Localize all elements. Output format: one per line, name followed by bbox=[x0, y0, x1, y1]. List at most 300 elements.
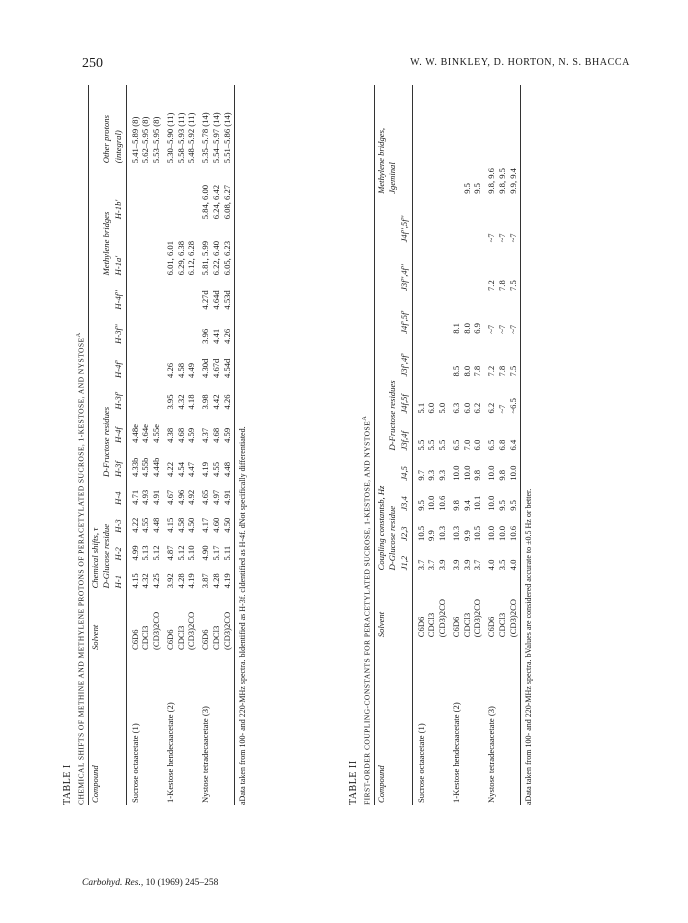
value-cell: 4.44b bbox=[151, 457, 162, 478]
value-cell: 4.93 bbox=[140, 489, 151, 505]
t1-col-header: H-4f'' bbox=[112, 277, 126, 311]
value-cell: 4.19 bbox=[222, 563, 235, 591]
t1-col-header: H-4f' bbox=[112, 346, 126, 380]
value-cell bbox=[472, 196, 483, 245]
value-cell: 6.24, 6.42 bbox=[210, 184, 221, 220]
solvent-cell: C6D6 bbox=[415, 616, 426, 638]
t1-header-fructose: D-Fructose residues bbox=[101, 406, 112, 478]
t2-col-header: J3f',4f' bbox=[398, 336, 412, 379]
value-cell: ~7 bbox=[496, 404, 507, 414]
solvent-cell: (CD3)2CO bbox=[472, 598, 483, 638]
value-cell bbox=[140, 277, 151, 311]
value-cell: 4.50 bbox=[186, 517, 197, 533]
value-cell: 6.05, 6.23 bbox=[222, 221, 235, 277]
value-cell: 3.96 bbox=[200, 328, 211, 344]
value-cell: 5.17 bbox=[210, 545, 221, 561]
value-cell: 6.8 bbox=[496, 439, 507, 451]
value-cell bbox=[437, 336, 448, 379]
value-cell: 7.5 bbox=[508, 244, 521, 293]
table-row bbox=[412, 85, 426, 805]
value-cell: 4.28 bbox=[210, 573, 221, 589]
value-cell: 4.37 bbox=[200, 427, 211, 443]
value-cell bbox=[426, 293, 437, 336]
value-cell: 5.5 bbox=[426, 439, 437, 451]
value-cell bbox=[151, 165, 162, 221]
value-cell: 4.54 bbox=[175, 461, 186, 478]
value-cell bbox=[140, 312, 151, 346]
t1-header-integral: (integral) bbox=[112, 85, 126, 165]
value-cell: 4.96 bbox=[175, 489, 186, 505]
table-1-grid bbox=[89, 85, 236, 805]
value-cell: 4.47 bbox=[186, 461, 197, 478]
value-cell: 4.25 bbox=[151, 573, 162, 589]
table-2-label: TABLE II bbox=[348, 760, 359, 805]
value-cell: 3.7 bbox=[426, 559, 437, 571]
table-1-footnote: aData taken from 100- and 220-MHz spectra. bIdentified as H-3f. cIdentified as H-4f. dNot specifically differentiated. bbox=[238, 426, 248, 805]
t2-header-compound: Compound bbox=[375, 765, 386, 803]
value-cell bbox=[162, 165, 176, 221]
value-cell: 4.67 bbox=[164, 489, 175, 505]
value-cell bbox=[151, 221, 162, 277]
value-cell: 4.27d bbox=[200, 290, 211, 310]
value-cell bbox=[140, 221, 151, 277]
value-cell: 9.7 bbox=[415, 469, 426, 481]
value-cell: 4.60 bbox=[210, 517, 221, 533]
compound-cell: 1-Kestose hendecaacetate (2) bbox=[450, 702, 461, 803]
value-cell: 4.91 bbox=[222, 479, 235, 507]
t1-col-header: H-1b' bbox=[112, 165, 126, 221]
value-cell: 4.50 bbox=[222, 507, 235, 535]
value-cell bbox=[412, 244, 426, 293]
value-cell bbox=[426, 196, 437, 245]
value-cell bbox=[426, 244, 437, 293]
value-cell: 5.48–5.92 (11) bbox=[186, 112, 197, 164]
value-cell bbox=[151, 380, 162, 412]
value-cell: 6.5 bbox=[486, 439, 497, 451]
value-cell bbox=[426, 85, 437, 196]
t1-header-other: Other protons bbox=[101, 115, 112, 164]
compound-cell bbox=[437, 639, 448, 805]
value-cell: 5.12 bbox=[175, 545, 186, 561]
value-cell bbox=[412, 85, 426, 196]
value-cell: 6.2 bbox=[472, 402, 483, 414]
value-cell bbox=[140, 165, 151, 221]
t1-col-header: H-3f' bbox=[112, 380, 126, 412]
t1-col-header: H-1a' bbox=[112, 221, 126, 277]
value-cell bbox=[162, 312, 176, 346]
value-cell: 10.0 bbox=[450, 465, 461, 481]
value-cell: 6.5 bbox=[450, 439, 461, 451]
table-row bbox=[483, 85, 497, 805]
value-cell: 10.0 bbox=[486, 465, 497, 481]
value-cell: 6.29, 6.38 bbox=[175, 241, 186, 276]
compound-cell: 1-Kestose hendecaacetate (2) bbox=[164, 702, 175, 803]
value-cell: 9.5 bbox=[508, 483, 521, 513]
value-cell: 5.35–5.78 (14) bbox=[200, 112, 211, 164]
value-cell: 3.95 bbox=[164, 394, 175, 410]
table-row bbox=[211, 85, 222, 805]
value-cell: 9.8, 9.6 bbox=[486, 168, 497, 194]
t2-col-header: J3,4 bbox=[398, 483, 412, 513]
compound-cell bbox=[497, 639, 508, 805]
value-cell: 7.2 bbox=[486, 365, 497, 377]
value-cell: 7.8 bbox=[496, 280, 507, 291]
compound-cell bbox=[462, 639, 473, 805]
compound-cell bbox=[140, 652, 151, 805]
value-cell bbox=[186, 277, 197, 311]
running-head: W. W. BINKLEY, D. HORTON, N. S. BHACCA bbox=[410, 57, 630, 68]
value-cell bbox=[176, 165, 187, 221]
value-cell: 8.5 bbox=[450, 365, 461, 377]
table-row bbox=[472, 85, 483, 805]
value-cell bbox=[448, 85, 462, 196]
value-cell: 5.54–5.97 (14) bbox=[210, 112, 221, 164]
value-cell: 6.12, 6.28 bbox=[186, 241, 197, 276]
table-1 bbox=[62, 85, 248, 805]
value-cell: 5.30–5.90 (11) bbox=[164, 112, 175, 164]
compound-cell bbox=[186, 652, 197, 805]
t2-col-header: J4f',5f' bbox=[398, 293, 412, 336]
value-cell: 4.26 bbox=[222, 380, 235, 412]
value-cell: 5.81, 5.99 bbox=[200, 241, 211, 276]
value-cell: 4.64e bbox=[140, 424, 151, 443]
value-cell: 5.58–5.93 (11) bbox=[175, 112, 186, 164]
value-cell: 10.5 bbox=[472, 525, 483, 541]
value-cell: ~7 bbox=[508, 196, 521, 245]
value-cell bbox=[126, 277, 140, 311]
value-cell: 4.15 bbox=[129, 573, 140, 589]
value-cell: 10.3 bbox=[450, 525, 461, 541]
value-cell: 4.15 bbox=[164, 517, 175, 533]
value-cell bbox=[140, 380, 151, 412]
t2-header-methylene: Methylene bridges, bbox=[375, 127, 386, 194]
value-cell: 4.99 bbox=[129, 545, 140, 561]
value-cell: 8.1 bbox=[450, 323, 461, 334]
compound-cell bbox=[151, 652, 162, 805]
value-cell: 9.5 bbox=[415, 500, 426, 511]
compound-cell bbox=[472, 639, 483, 805]
solvent-cell: C6D6 bbox=[200, 629, 211, 651]
value-cell: 4.42 bbox=[210, 394, 221, 410]
table-2-grid bbox=[375, 85, 522, 805]
value-cell: 6.08, 6.27 bbox=[222, 165, 235, 221]
solvent-cell: C6D6 bbox=[486, 616, 497, 638]
table-row bbox=[437, 85, 448, 805]
value-cell: 4.97 bbox=[210, 489, 221, 505]
value-cell: 5.62–5.95 (8) bbox=[140, 116, 151, 164]
compound-cell bbox=[176, 652, 187, 805]
journal-reference: Carbohyd. Res., 10 (1969) 245–258 bbox=[82, 878, 219, 888]
t2-col-header: J2,3 bbox=[398, 513, 412, 543]
value-cell: 6.9 bbox=[472, 323, 483, 334]
value-cell: 9.8 bbox=[496, 469, 507, 481]
value-cell: 4.41 bbox=[210, 328, 221, 344]
value-cell: 5.5 bbox=[437, 439, 448, 451]
value-cell bbox=[151, 346, 162, 380]
t2-col-header: J4f,5f bbox=[398, 379, 412, 416]
t1-col-header: H-3f bbox=[112, 445, 126, 479]
value-cell: 4.0 bbox=[508, 543, 521, 572]
value-cell: 5.84, 6.00 bbox=[200, 184, 211, 220]
value-cell: 4.55e bbox=[151, 424, 162, 443]
t1-header-glucose: D-Glucose residue bbox=[101, 523, 112, 589]
solvent-cell: CDCl3 bbox=[461, 612, 472, 638]
value-cell: 5.1 bbox=[415, 402, 426, 414]
value-cell: 6.0 bbox=[426, 402, 437, 414]
table-row bbox=[162, 85, 176, 805]
value-cell bbox=[176, 277, 187, 311]
value-cell: 4.19 bbox=[200, 461, 211, 478]
table-row bbox=[176, 85, 187, 805]
value-cell bbox=[162, 277, 176, 311]
value-cell bbox=[126, 221, 140, 277]
value-cell: 4.68 bbox=[175, 427, 186, 443]
value-cell bbox=[437, 293, 448, 336]
solvent-cell: (CD3)2CO bbox=[222, 590, 235, 652]
table-2-caption: FIRST-ORDER COUPLING-CONSTANTS FOR PERACETYLATED SUCROSE, 1-KESTOSE, AND $NYSTOSE^A$ bbox=[360, 415, 372, 805]
value-cell: 9.5 bbox=[461, 183, 472, 194]
value-cell: 10.0 bbox=[461, 465, 472, 481]
value-cell: 6.2 bbox=[486, 402, 497, 414]
value-cell: 5.41–5.89 (8) bbox=[129, 116, 140, 164]
value-cell: 7.8 bbox=[472, 365, 483, 377]
t1-header-solvent: Solvent bbox=[89, 624, 100, 651]
value-cell: 3.9 bbox=[461, 559, 472, 571]
value-cell: 10.3 bbox=[437, 525, 448, 541]
solvent-cell: (CD3)2CO bbox=[186, 611, 197, 651]
table-1-label: TABLE I bbox=[62, 764, 73, 805]
value-cell bbox=[126, 312, 140, 346]
value-cell: 4.0 bbox=[486, 559, 497, 571]
solvent-cell: CDCl3 bbox=[140, 625, 151, 651]
value-cell: 8.0 bbox=[461, 323, 472, 334]
compound-cell bbox=[508, 639, 521, 805]
value-cell: 9.8 bbox=[450, 500, 461, 511]
value-cell: 4.90 bbox=[200, 545, 211, 561]
value-cell: 9.5 bbox=[472, 183, 483, 194]
value-cell: 4.91 bbox=[151, 489, 162, 505]
solvent-cell: CDCl3 bbox=[175, 625, 186, 651]
value-cell: 9.5 bbox=[496, 500, 507, 511]
value-cell: 3.7 bbox=[472, 559, 483, 571]
value-cell: 4.64d bbox=[210, 290, 221, 310]
value-cell: 4.32 bbox=[175, 394, 186, 410]
value-cell: 4.38 bbox=[164, 427, 175, 443]
value-cell: 5.51–5.86 (14) bbox=[222, 85, 235, 165]
value-cell bbox=[472, 244, 483, 293]
value-cell: 4.28 bbox=[175, 573, 186, 589]
value-cell: 10.0 bbox=[508, 452, 521, 482]
solvent-cell: C6D6 bbox=[129, 629, 140, 651]
value-cell: 5.13 bbox=[140, 545, 151, 561]
value-cell: 4.48e bbox=[129, 424, 140, 443]
value-cell: 9.4 bbox=[461, 500, 472, 511]
compound-cell bbox=[222, 652, 235, 805]
value-cell bbox=[462, 244, 473, 293]
value-cell bbox=[462, 196, 473, 245]
solvent-cell: (CD3)2CO bbox=[508, 572, 521, 639]
value-cell: 4.18 bbox=[186, 394, 197, 410]
value-cell: 10.5 bbox=[415, 525, 426, 541]
value-cell bbox=[448, 244, 462, 293]
t1-col-header: H-3f'' bbox=[112, 312, 126, 346]
t1-body bbox=[126, 85, 235, 805]
value-cell bbox=[186, 165, 197, 221]
value-cell: 6.22, 6.40 bbox=[210, 241, 221, 276]
t2-col-header: J1,2 bbox=[398, 543, 412, 572]
value-cell: 4.53d bbox=[222, 277, 235, 311]
t1-col-header: H-2 bbox=[112, 535, 126, 563]
t2-col-header: J3f,4f bbox=[398, 416, 412, 453]
value-cell bbox=[437, 85, 448, 196]
value-cell: 4.71 bbox=[129, 489, 140, 505]
t1-header-chemical-shifts: Chemical shifts, τ bbox=[89, 527, 100, 589]
value-cell: 6.0 bbox=[472, 439, 483, 451]
table-row bbox=[462, 85, 473, 805]
value-cell: ~7 bbox=[496, 233, 507, 243]
table-1-caption: CHEMICAL SHIFTS OF METHINE AND METHYLENE PROTONS OF PERACETYLATED SUCROSE, 1-KESTOSE, AND $NYSTOSE^A$ bbox=[74, 332, 86, 805]
value-cell: 3.5 bbox=[496, 559, 507, 571]
value-cell bbox=[176, 312, 187, 346]
t1-header-methylene: Methylene bridges bbox=[101, 211, 112, 276]
value-cell: 10.1 bbox=[472, 495, 483, 511]
value-cell: 4.26 bbox=[164, 362, 175, 378]
value-cell: 6.01, 6.01 bbox=[164, 241, 175, 276]
value-cell bbox=[140, 346, 151, 380]
value-cell: 4.22 bbox=[129, 517, 140, 533]
value-cell: 6.0 bbox=[461, 402, 472, 414]
t2-body bbox=[412, 85, 521, 805]
value-cell: 4.48 bbox=[151, 517, 162, 533]
t2-header-geminal: Jgeminal bbox=[387, 162, 398, 194]
solvent-cell: C6D6 bbox=[450, 616, 461, 638]
table-row bbox=[126, 85, 140, 805]
value-cell: ~6.5 bbox=[508, 379, 521, 416]
value-cell: 4.49 bbox=[186, 362, 197, 378]
solvent-cell: CDCl3 bbox=[210, 625, 221, 651]
value-cell: 4.55 bbox=[140, 517, 151, 533]
value-cell: 9.3 bbox=[437, 469, 448, 481]
value-cell: 4.26 bbox=[222, 312, 235, 346]
value-cell bbox=[151, 312, 162, 346]
value-cell: 9.9, 9.4 bbox=[508, 85, 521, 196]
table-row bbox=[448, 85, 462, 805]
value-cell: 3.92 bbox=[164, 573, 175, 589]
table-2-footnote: aData taken from 100- and 220-MHz spectra. bValues are considered accurate to ±0.5 Hz or better. bbox=[524, 488, 534, 805]
value-cell: 3.87 bbox=[200, 573, 211, 589]
value-cell: 9.8, 9.5 bbox=[496, 168, 507, 194]
value-cell: 3.7 bbox=[415, 559, 426, 571]
table-row bbox=[140, 85, 151, 805]
value-cell: ~7 bbox=[496, 324, 507, 334]
compound-cell: Nystose tetradecaacetate (3) bbox=[200, 706, 211, 803]
solvent-cell: CDCl3 bbox=[426, 612, 437, 638]
value-cell: 10.0 bbox=[486, 525, 497, 541]
value-cell: 4.55b bbox=[140, 457, 151, 478]
value-cell: 8.0 bbox=[461, 365, 472, 377]
table-row bbox=[497, 85, 508, 805]
value-cell: 3.98 bbox=[200, 394, 211, 410]
value-cell bbox=[437, 196, 448, 245]
value-cell: 4.17 bbox=[200, 517, 211, 533]
value-cell: 7.8 bbox=[496, 365, 507, 377]
value-cell bbox=[412, 293, 426, 336]
value-cell bbox=[126, 346, 140, 380]
t1-col-header: H-4f bbox=[112, 412, 126, 445]
value-cell: 4.59 bbox=[186, 427, 197, 443]
value-cell: 4.54d bbox=[222, 346, 235, 380]
compound-cell: Nystose tetradecaacetate (3) bbox=[486, 706, 497, 803]
t2-col-header: J4f'',5f'' bbox=[398, 196, 412, 245]
value-cell bbox=[412, 196, 426, 245]
value-cell: 4.19 bbox=[186, 573, 197, 589]
table-row bbox=[151, 85, 162, 805]
value-cell: 4.92 bbox=[186, 489, 197, 505]
value-cell: 10.0 bbox=[426, 495, 437, 511]
t1-col-header: H-4 bbox=[112, 479, 126, 507]
value-cell: 5.11 bbox=[222, 535, 235, 563]
compound-cell: Sucrose octaacetate (1) bbox=[129, 723, 140, 803]
value-cell: 7.0 bbox=[461, 439, 472, 451]
value-cell: 4.59 bbox=[222, 412, 235, 445]
value-cell: 4.55 bbox=[210, 461, 221, 478]
value-cell: 10.6 bbox=[508, 513, 521, 543]
t2-header-solvent: Solvent bbox=[375, 611, 386, 638]
value-cell bbox=[426, 336, 437, 379]
value-cell: 5.5 bbox=[415, 439, 426, 451]
compound-cell bbox=[426, 639, 437, 805]
value-cell: 7.5 bbox=[508, 336, 521, 379]
value-cell: 6.4 bbox=[508, 416, 521, 453]
value-cell bbox=[126, 165, 140, 221]
value-cell: 4.67d bbox=[210, 358, 221, 378]
compound-cell bbox=[211, 652, 222, 805]
value-cell: 4.32 bbox=[140, 573, 151, 589]
value-cell: ~7 bbox=[486, 233, 497, 243]
value-cell: 9.8 bbox=[472, 469, 483, 481]
t2-header-glucose: D-Glucose residue bbox=[387, 505, 398, 571]
value-cell: ~7 bbox=[486, 324, 497, 334]
value-cell: 9.3 bbox=[426, 469, 437, 481]
value-cell: 4.68 bbox=[210, 427, 221, 443]
value-cell: 4.58 bbox=[175, 362, 186, 378]
t1-col-header: H-1 bbox=[112, 563, 126, 591]
table-row bbox=[197, 85, 211, 805]
value-cell bbox=[186, 312, 197, 346]
value-cell: 10.0 bbox=[486, 495, 497, 511]
value-cell: 4.65 bbox=[200, 489, 211, 505]
value-cell: 5.0 bbox=[437, 402, 448, 414]
value-cell: 9.9 bbox=[426, 530, 437, 541]
table-row bbox=[508, 85, 521, 805]
value-cell bbox=[151, 277, 162, 311]
t2-header-coupling: Coupling constantsb, Hz bbox=[375, 485, 386, 571]
value-cell: 4.58 bbox=[175, 517, 186, 533]
value-cell: 5.10 bbox=[186, 545, 197, 561]
value-cell: 4.22 bbox=[164, 461, 175, 478]
compound-cell: Sucrose octaacetate (1) bbox=[415, 723, 426, 803]
table-row bbox=[186, 85, 197, 805]
t2-col-header: J3f'',4f'' bbox=[398, 244, 412, 293]
value-cell: 9.9 bbox=[461, 530, 472, 541]
table-row bbox=[222, 85, 235, 805]
value-cell: 10.0 bbox=[496, 525, 507, 541]
value-cell: 5.12 bbox=[151, 545, 162, 561]
t1-col-header: H-3 bbox=[112, 507, 126, 535]
solvent-cell: (CD3)2CO bbox=[437, 598, 448, 638]
table-row bbox=[426, 85, 437, 805]
value-cell: 10.6 bbox=[437, 495, 448, 511]
